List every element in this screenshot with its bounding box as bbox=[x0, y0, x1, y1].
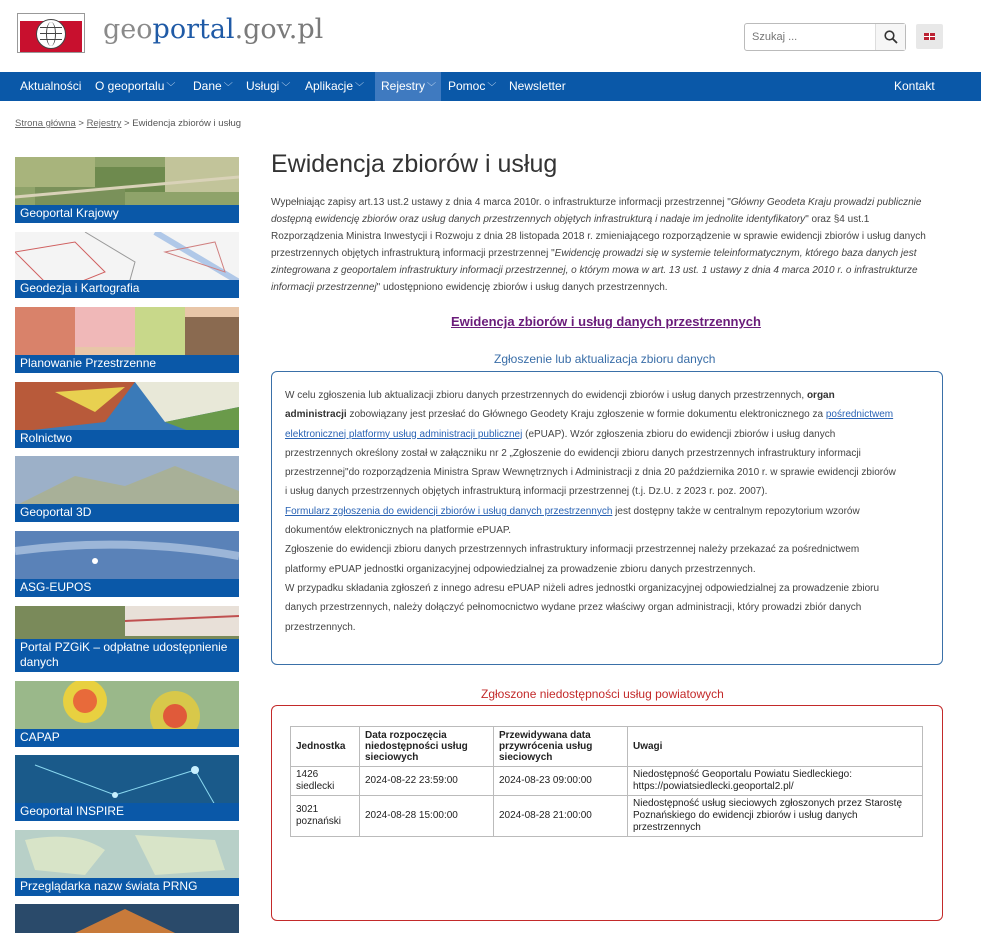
table-cell: 3021 poznański bbox=[291, 796, 360, 837]
chevron-down-icon: ﹀ bbox=[427, 82, 437, 92]
globe-icon bbox=[36, 19, 66, 49]
nav-item-rejestry[interactable]: Rejestry ﹀ bbox=[375, 72, 441, 101]
sidebar-item-geoportal-krajowy[interactable]: Geoportal Krajowy bbox=[15, 157, 239, 223]
sidebar-item-geoportal-3d[interactable]: Geoportal 3D bbox=[15, 456, 239, 522]
uk-flag-icon bbox=[924, 33, 935, 40]
search-input[interactable] bbox=[745, 24, 877, 50]
table-cell: Niedostępność Geoportalu Powiatu Siedleckiego: https://powiatsiedlecki.geoportal2.pl/ bbox=[628, 767, 923, 796]
column-header: Jednostka bbox=[291, 727, 360, 767]
search-box bbox=[744, 23, 906, 51]
sidebar-item-portal-pzgik[interactable]: Portal PZGiK – odpłatne udostępnienie danych bbox=[15, 606, 239, 672]
section-title-zgloszenie: Zgłoszenie lub aktualizacja zbioru danych bbox=[494, 352, 716, 366]
table-row bbox=[291, 796, 923, 837]
main-nav bbox=[0, 72, 981, 101]
nav-item-newsletter[interactable]: Newsletter bbox=[509, 79, 566, 93]
gugik-logo[interactable] bbox=[17, 13, 85, 53]
registry-link[interactable]: Ewidencja zbiorów i usług danych przestrzennych bbox=[451, 314, 761, 329]
page-title: Ewidencja zbiorów i usług bbox=[271, 150, 558, 178]
breadcrumb-home-link[interactable]: Strona główna bbox=[15, 118, 76, 129]
table-cell: 2024-08-28 15:00:00 bbox=[360, 796, 494, 837]
breadcrumb-current: Ewidencja zbiorów i usług bbox=[132, 118, 242, 129]
language-switch[interactable] bbox=[916, 24, 943, 49]
table-cell: 2024-08-23 09:00:00 bbox=[494, 767, 628, 796]
sidebar-item-geodezja[interactable]: Geodezja i Kartografia bbox=[15, 232, 239, 298]
nav-item-kontakt[interactable]: Kontakt bbox=[894, 79, 935, 93]
breadcrumb-section-link[interactable]: Rejestry bbox=[86, 118, 122, 129]
dark-thumbnail bbox=[15, 904, 239, 933]
section-title-niedostepnosci: Zgłoszone niedostępności usług powiatowych bbox=[481, 687, 724, 701]
column-header: Uwagi bbox=[628, 727, 923, 767]
search-icon bbox=[884, 30, 898, 44]
sidebar-item-next[interactable] bbox=[15, 904, 239, 933]
nav-item-dane[interactable]: Dane ﹀ bbox=[193, 79, 233, 93]
chevron-down-icon: ﹀ bbox=[166, 82, 176, 92]
nav-item-uslugi[interactable]: Usługi ﹀ bbox=[246, 79, 291, 93]
chevron-down-icon: ﹀ bbox=[487, 82, 497, 92]
chevron-down-icon: ﹀ bbox=[223, 82, 233, 92]
submission-form-link[interactable]: Formularz zgłoszenia do ewidencji zbiorów i usług danych przestrzennych bbox=[285, 505, 613, 517]
site-header bbox=[0, 0, 981, 72]
table-header-row bbox=[291, 727, 923, 767]
nav-item-pomoc[interactable]: Pomoc ﹀ bbox=[448, 79, 497, 93]
column-header: Data rozpoczęcia niedostępności usług sieciowych bbox=[360, 727, 494, 767]
sidebar-item-inspire[interactable]: Geoportal INSPIRE bbox=[15, 755, 239, 821]
chevron-down-icon: ﹀ bbox=[355, 82, 365, 92]
submission-info-text: W celu zgłoszenia lub aktualizacji zbioru danych przestrzennych do ewidencji zbiorów i usług danych przestrzennych, organ administracji zobowiązany jest przesłać do Głównego Geodety Kraju zgłoszenie w formie dokumentu elektronicznego za pośrednictwem elektronicznej platformy usług administracji publicznej (ePUAP). Wzór zgłoszenia zbioru do ewidencji zbiorów i usług danych przestrzennych określony został w załączniku nr 2 „Zgłoszenie do ewidencji zbioru danych przestrzennych infrastruktury informacji przestrzennej"do rozporządzenia Ministra Spraw Wewnętrznych i Administracji z dnia 20 października 2010 r. w sprawie ewidencji zbiorów i usług danych przestrzennych objętych infrastrukturą informacji przestrzennej (t.j. Dz.U. z 2023 r. poz. 2007). Formularz zgłoszenia do ewidencji zbiorów i usług danych przestrzennych jest dostępny także w centralnym repozytorium wzorów dokumentów elektronicznych na platformie ePUAP. Zgłoszenie do ewidencji zbioru danych przestrzennych infrastruktury informacji przestrzennej należy przekazać za pośrednictwem platformy ePUAP jednostki organizacyjnej odpowiedzialnej za prowadzenie zbioru danych przestrzennych. W przypadku składania zgłoszeń z innego adresu ePUAP niżeli adres jednostki organizacyjnej odpowiedzialnej za prowadzenie zbioru danych przestrzennych, należy dołączyć pełnomocnictwo wydane przez właściwy organ administracji, który prowadzi zbiór danych przestrzennych. bbox=[285, 390, 896, 633]
table-row bbox=[291, 767, 923, 796]
sidebar-item-planowanie[interactable]: Planowanie Przestrzenne bbox=[15, 307, 239, 373]
breadcrumb: Strona główna > Rejestry > Ewidencja zbiorów i usług bbox=[15, 118, 242, 129]
column-header: Przewidywana data przywrócenia usług sieciowych bbox=[494, 727, 628, 767]
sidebar-item-rolnictwo[interactable]: Rolnictwo bbox=[15, 382, 239, 448]
outages-table bbox=[290, 726, 923, 837]
nav-item-o-geoportalu[interactable]: O geoportalu ﹀ bbox=[95, 79, 176, 93]
epuap-platform-link[interactable]: pośrednictwem elektronicznej platformy usług administracji publicznej bbox=[285, 409, 894, 440]
table-cell: 2024-08-22 23:59:00 bbox=[360, 767, 494, 796]
chevron-down-icon: ﹀ bbox=[281, 82, 291, 92]
nav-item-aktualnosci[interactable]: Aktualności bbox=[20, 79, 82, 93]
sidebar-item-prng[interactable]: Przeglądarka nazw świata PRNG bbox=[15, 830, 239, 896]
table-cell: Niedostępność usług sieciowych zgłoszonych przez Starostę Poznańskiego do ewidencji zbiorów i usług danych przestrzennych bbox=[628, 796, 923, 837]
geoportal-brand[interactable]: geoportal.gov.pl bbox=[103, 14, 324, 45]
sidebar-item-asg-eupos[interactable]: ASG-EUPOS bbox=[15, 531, 239, 597]
intro-paragraph: Wypełniając zapisy art.13 ust.2 ustawy z dnia 4 marca 2010r. o infrastrukturze informacji przestrzennej "Główny Geodeta Kraju prowadzi publicznie dostępną ewidencję zbiorów oraz usług danych przestrzennych objętych infrastrukturą i nadaje im jednolite identyfikatory" oraz §4 ust.1 Rozporządzenia Ministra Inwestycji i Rozwoju z dnia 28 listopada 2018 r. zmieniającego rozporządzenie w sprawie ewidencji zbiorów i usług danych przestrzennych objętych infrastrukturą informacji przestrzennej "Ewidencję prowadzi się w systemie teleinformatycznym, którego baza danych jest zintegrowana z geoportalem infrastruktury informacji przestrzennej, o którym mowa w art. 13 ust. 1 ustawy z dnia 4 marca 2010 r. o infrastrukturze informacji przestrzennej" udostępniono ewidencję zbiorów i usług danych przestrzennych. bbox=[271, 197, 926, 293]
sidebar-item-capap[interactable]: CAPAP bbox=[15, 681, 239, 747]
search-button[interactable] bbox=[875, 24, 905, 50]
table-cell: 2024-08-28 21:00:00 bbox=[494, 796, 628, 837]
table-cell: 1426 siedlecki bbox=[291, 767, 360, 796]
nav-item-aplikacje[interactable]: Aplikacje ﹀ bbox=[305, 79, 365, 93]
